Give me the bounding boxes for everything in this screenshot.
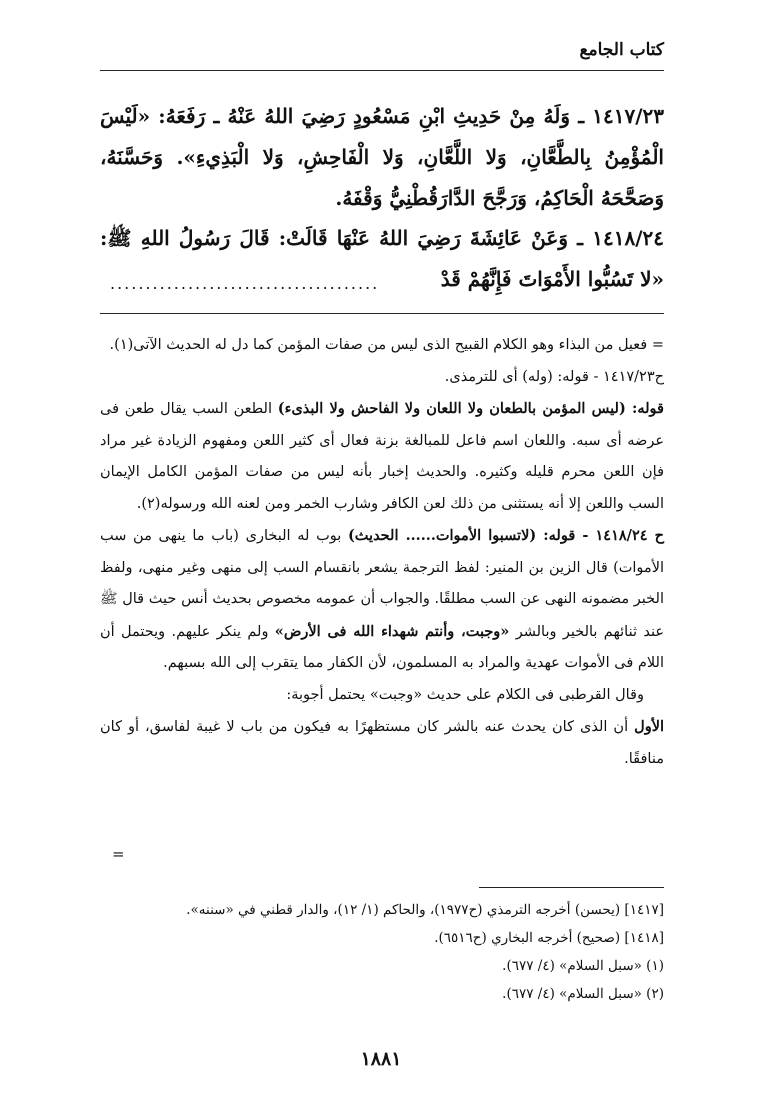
- hadith-1418-text: ١٤١٨/٢٤ ـ وَعَنْ عَائِشَةَ رَضِيَ اللهُ عَنْهَا قَالَتْ: قَالَ رَسُولُ اللهِ ﷺ: «لا تَسُبُّوا الأَمْوَاتَ فَإِنَّهُمْ قَدْ: [100, 226, 664, 291]
- footnote: (٢) «سبل السلام» (٤/ ٦٧٧).: [502, 986, 664, 1002]
- footnote: [١٤١٨] (صحيح) أخرجه البخاري (ح٦٥١٦).: [434, 930, 664, 946]
- footnote: [١٤١٧] (يحسن) أخرجه الترمذي (ح١٩٧٧)، والحاكم (١/ ١٢)، والدار قطني في «سننه».: [186, 902, 664, 918]
- footnote-rule: [479, 887, 664, 888]
- commentary: [100, 330, 664, 775]
- page-number: ١٨٨١: [360, 1048, 402, 1070]
- header-rule: [100, 70, 664, 71]
- commentary-quote: «وجبت، وأنتم شهداء الله فى الأرض»: [274, 622, 510, 640]
- header-title: كتاب الجامع: [579, 40, 664, 60]
- commentary-heading: ح ١٤١٨/٢٤ - قوله: (لاتسبوا الأموات...... الحديث): [347, 527, 664, 544]
- commentary-text: أن الذى كان يحدث عنه بالشر كان مستظهرًا به فيكون من باب لا غيبة لفاسق، أو كان منافقًا.: [100, 719, 664, 767]
- dotted-line: ......................................: [110, 274, 380, 293]
- commentary-paragraph: [100, 393, 664, 520]
- footnotes: [100, 896, 664, 1008]
- commentary-paragraph: [100, 520, 664, 680]
- commentary-text: الطعن السب يقال طعن فى عرضه أى سبه. واللعان اسم فاعل للمبالغة بزنة فعال أى كثير اللعن ومفهوم الزيادة غير مراد فإن اللعن محرم قليله وكثيره. والحديث إخبار بأنه ليس من صفات المؤمن الكامل الإيمان السب واللعن إلا أنه يستثنى من ذلك لعن الكافر وشارب الخمر ومن لعنه الله ورسوله(٢).: [100, 401, 664, 512]
- commentary-text: بوب له البخارى (باب ما ينهى من سب الأموات) قال الزين بن المنير: لفظ الترجمة يشعر بانقسام السب إلى منهى وغير منهى، ولفظ الخبر مضمونه النهى عن السب مطلقًا. والجواب أن عمومه مخصوص بحديث أنس حيث قال ﷺ عند ثنائهم بالخير وبالشر: [100, 528, 664, 640]
- commentary-paragraph: ح١٤١٧/٢٣ - قوله: (وله) أى للترمذى.: [444, 368, 664, 385]
- section-divider: [100, 313, 664, 314]
- hadith-1417: [100, 96, 664, 219]
- continuation-mark: =: [112, 845, 125, 863]
- commentary-text: ولم ينكر عليهم. ويحتمل أن اللام فى الأموات عهدية والمراد به المسلمون، لأن الكفار مما يتقرب إلى الله بسبهم.: [100, 623, 664, 671]
- hadith-1417-text: ١٤١٧/٢٣ ـ وَلَهُ مِنْ حَدِيثِ ابْنِ مَسْعُودٍ رَضِيَ اللهُ عَنْهُ ـ رَفَعَهُ: «لَيْسَ الْمُؤْمِنُ بِالطَّعَّانِ، وَلا اللَّعَّانِ، وَلا الْفَاحِشِ، وَلا الْبَذِيءِ». وَحَسَّنَهُ، وَصَحَّحَهُ الْحَاكِمُ، وَرَجَّحَ الدَّارَقُطْنِيُّ وَقْفَهُ.: [100, 104, 664, 210]
- commentary-paragraph: = فعيل من البذاء وهو الكلام القبيح الذى ليس من صفات المؤمن كما دل له الحديث الآتى(١).: [109, 337, 664, 353]
- commentary-paragraph: [100, 711, 664, 775]
- commentary-heading: قوله: (ليس المؤمن بالطعان ولا اللعان ولا الفاحش ولا البذىء): [277, 400, 664, 417]
- commentary-heading: الأول: [634, 718, 664, 735]
- footnote: (١) «سبل السلام» (٤/ ٦٧٧).: [502, 958, 664, 974]
- running-header: [100, 40, 664, 66]
- commentary-paragraph: وقال القرطبى فى الكلام على حديث «وجبت» يحتمل أجوبة:: [286, 686, 644, 703]
